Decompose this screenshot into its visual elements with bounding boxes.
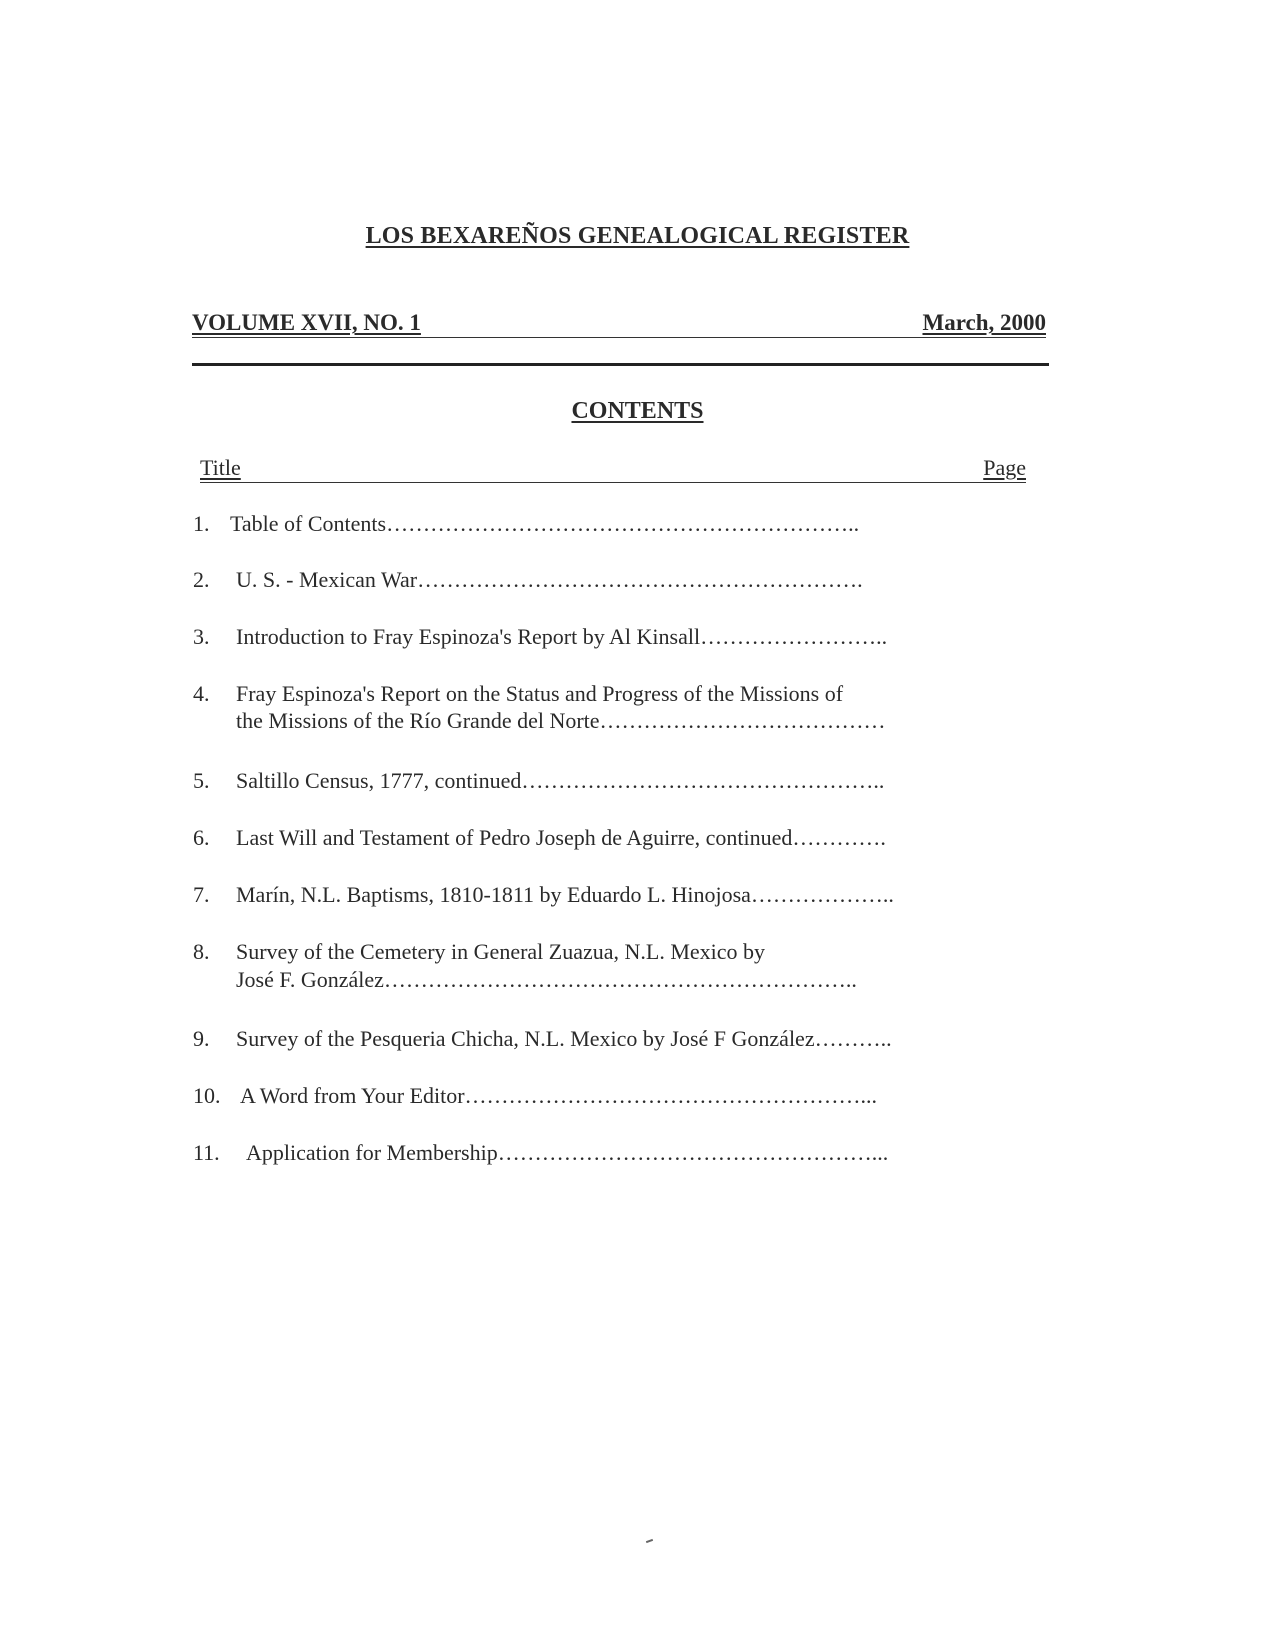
toc-entry-title: Survey of the Cemetery in General Zuazua, N.L. Mexico by xyxy=(236,939,766,964)
toc-entry-title: Table of Contents……………………………………………………….. xyxy=(230,511,860,536)
toc-entry-title: Marín, N.L. Baptisms, 1810-1811 by Eduardo L. Hinojosa……………….. xyxy=(236,882,894,907)
toc-entry-number: 3. xyxy=(193,624,210,649)
toc-entry-number: 10. xyxy=(193,1083,221,1108)
volume-number: VOLUME XVII, NO. 1 xyxy=(192,310,421,335)
column-page-label: Page xyxy=(983,455,1026,480)
toc-entry-title: Survey of the Pesqueria Chicha, N.L. Mexico by José F González……….. xyxy=(236,1026,892,1051)
document-title: LOS BEXAREÑOS GENEALOGICAL REGISTER xyxy=(365,223,910,249)
toc-entry-title: Fray Espinoza's Report on the Status and Progress of the Missions of xyxy=(236,681,844,706)
toc-entry-number: 6. xyxy=(193,825,210,850)
toc-entry-number: 2. xyxy=(193,567,210,592)
toc-entry-title: the Missions of the Río Grande del Norte………………………………… xyxy=(236,708,886,733)
toc-entry-title: A Word from Your Editor………………………………………………... xyxy=(240,1083,878,1108)
toc-entry-number: 7. xyxy=(193,882,210,907)
toc-entry-number: 4. xyxy=(193,681,210,706)
toc-entry-title: José F. González……………………………………………………….. xyxy=(236,967,857,992)
column-title-label: Title xyxy=(200,455,241,480)
toc-entry-title: U. S. - Mexican War……………………………………………………. xyxy=(236,567,863,592)
toc-entry-title: Last Will and Testament of Pedro Joseph de Aguirre, continued…………. xyxy=(236,825,886,850)
issue-date: March, 2000 xyxy=(922,310,1046,335)
contents-heading: CONTENTS xyxy=(571,398,704,424)
toc-entry-number: 8. xyxy=(193,939,210,964)
toc-entry-number: 5. xyxy=(193,768,210,793)
toc-entry-title: Saltillo Census, 1777, continued………………………………………….. xyxy=(236,768,885,793)
toc-entry-title: Introduction to Fray Espinoza's Report by Al Kinsall…………………….. xyxy=(236,624,888,649)
toc-entry-title: Application for Membership……………………………………………... xyxy=(246,1140,889,1165)
toc-entry-number: 9. xyxy=(193,1026,210,1051)
toc-entry-number: 11. xyxy=(193,1140,220,1165)
toc-entry-number: 1. xyxy=(193,511,210,536)
